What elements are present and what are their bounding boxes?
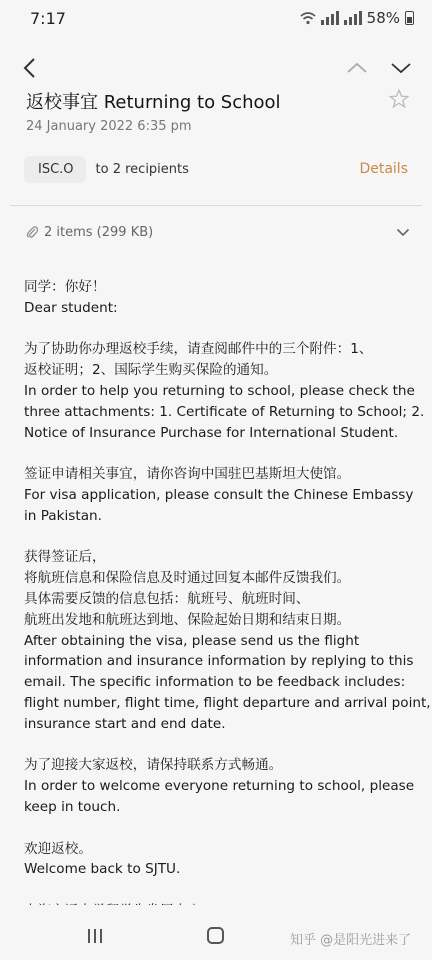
wifi-icon	[300, 11, 316, 25]
body-line: Notice of Insurance Purchase for International Student.	[24, 424, 399, 441]
body-paragraph	[24, 339, 425, 443]
body-line: 签证申请相关事宜，请你咨询中国驻巴基斯坦大使馆。	[24, 466, 351, 483]
body-line: 获得签证后，	[24, 549, 106, 566]
body-line: 具体需要反馈的信息包括：航班号、航班时间、	[24, 590, 310, 607]
body-line: 将航班信息和保险信息及时通过回复本邮件反馈我们。	[24, 570, 351, 587]
body-paragraph	[24, 277, 416, 319]
body-line: 欢迎返校。	[24, 840, 92, 857]
body-line: flight number, flight time, flight departure and arrival point,	[24, 694, 431, 711]
body-line: Welcome back to SJTU.	[24, 861, 181, 878]
expand-icon[interactable]	[396, 228, 410, 237]
recent-apps-icon[interactable]	[88, 929, 102, 943]
attachments-summary	[26, 225, 153, 240]
sender-info	[24, 156, 189, 183]
body-line: 为了协助你办理返校手续，请查阅邮件中的三个附件：1、	[24, 341, 373, 358]
battery-icon	[405, 11, 414, 25]
body-line: 航班出发地和航班达到地、保险起始日期和结束日期。	[24, 611, 351, 628]
body-paragraph	[24, 839, 416, 881]
body-line: insurance start and end date.	[24, 715, 226, 732]
star-icon[interactable]	[388, 88, 410, 110]
body-line: In order to help you returning to school, please check the	[24, 382, 415, 399]
email-date: 24 January 2022 6:35 pm	[26, 119, 192, 134]
body-line: email. The specific information to be feedback includes:	[24, 674, 406, 691]
body-line: Dear student:	[24, 299, 118, 316]
recipients-text: to 2 recipients	[95, 161, 189, 177]
status-bar	[0, 0, 432, 36]
body-paragraph	[24, 547, 431, 734]
subject-row	[26, 88, 410, 114]
email-subject: 返校事宜 Returning to School	[26, 92, 281, 113]
battery-text: 58%	[366, 9, 400, 27]
sender-row	[10, 150, 422, 188]
attachments-row[interactable]	[26, 222, 410, 242]
attachments-label: 2 items (299 KB)	[44, 224, 154, 240]
sender-chip[interactable]: ISC.O	[24, 156, 86, 183]
body-line: 返校证明；2、国际学生购买保险的通知。	[24, 362, 278, 379]
body-line: keep in touch.	[24, 798, 121, 815]
watermark: 知乎 @是阳光进来了	[290, 933, 412, 948]
body-line: information and insurance information by replying to this	[24, 653, 414, 670]
body-line: in Pakistan.	[24, 507, 102, 524]
body-line: 为了迎接大家返校，请保持联系方式畅通。	[24, 757, 283, 774]
body-line: In order to welcome everyone returning to school, please	[24, 778, 415, 795]
status-time: 7:17	[30, 8, 66, 28]
system-nav-bar	[0, 905, 432, 960]
body-line: For visa application, please consult the Chinese Embassy	[24, 486, 414, 503]
body-paragraph	[24, 464, 416, 526]
status-icons	[300, 9, 414, 27]
divider	[10, 205, 422, 206]
chevron-down-icon[interactable]	[390, 62, 412, 74]
body-paragraph	[24, 755, 416, 817]
email-body	[24, 277, 431, 943]
message-nav	[346, 62, 412, 74]
home-icon[interactable]	[207, 927, 224, 944]
body-line: 同学：你好！	[24, 279, 106, 295]
body-line: three attachments: 1. Certificate of Returning to School; 2.	[24, 403, 425, 420]
body-line: After obtaining the visa, please send us the flight	[24, 632, 360, 649]
email-toolbar	[0, 48, 432, 88]
details-link[interactable]: Details	[359, 161, 408, 177]
chevron-left-icon[interactable]	[22, 57, 36, 79]
signal-icon	[321, 11, 339, 25]
signal-icon-2	[344, 11, 362, 25]
chevron-up-icon[interactable]	[346, 62, 368, 74]
paperclip-icon	[26, 225, 38, 239]
